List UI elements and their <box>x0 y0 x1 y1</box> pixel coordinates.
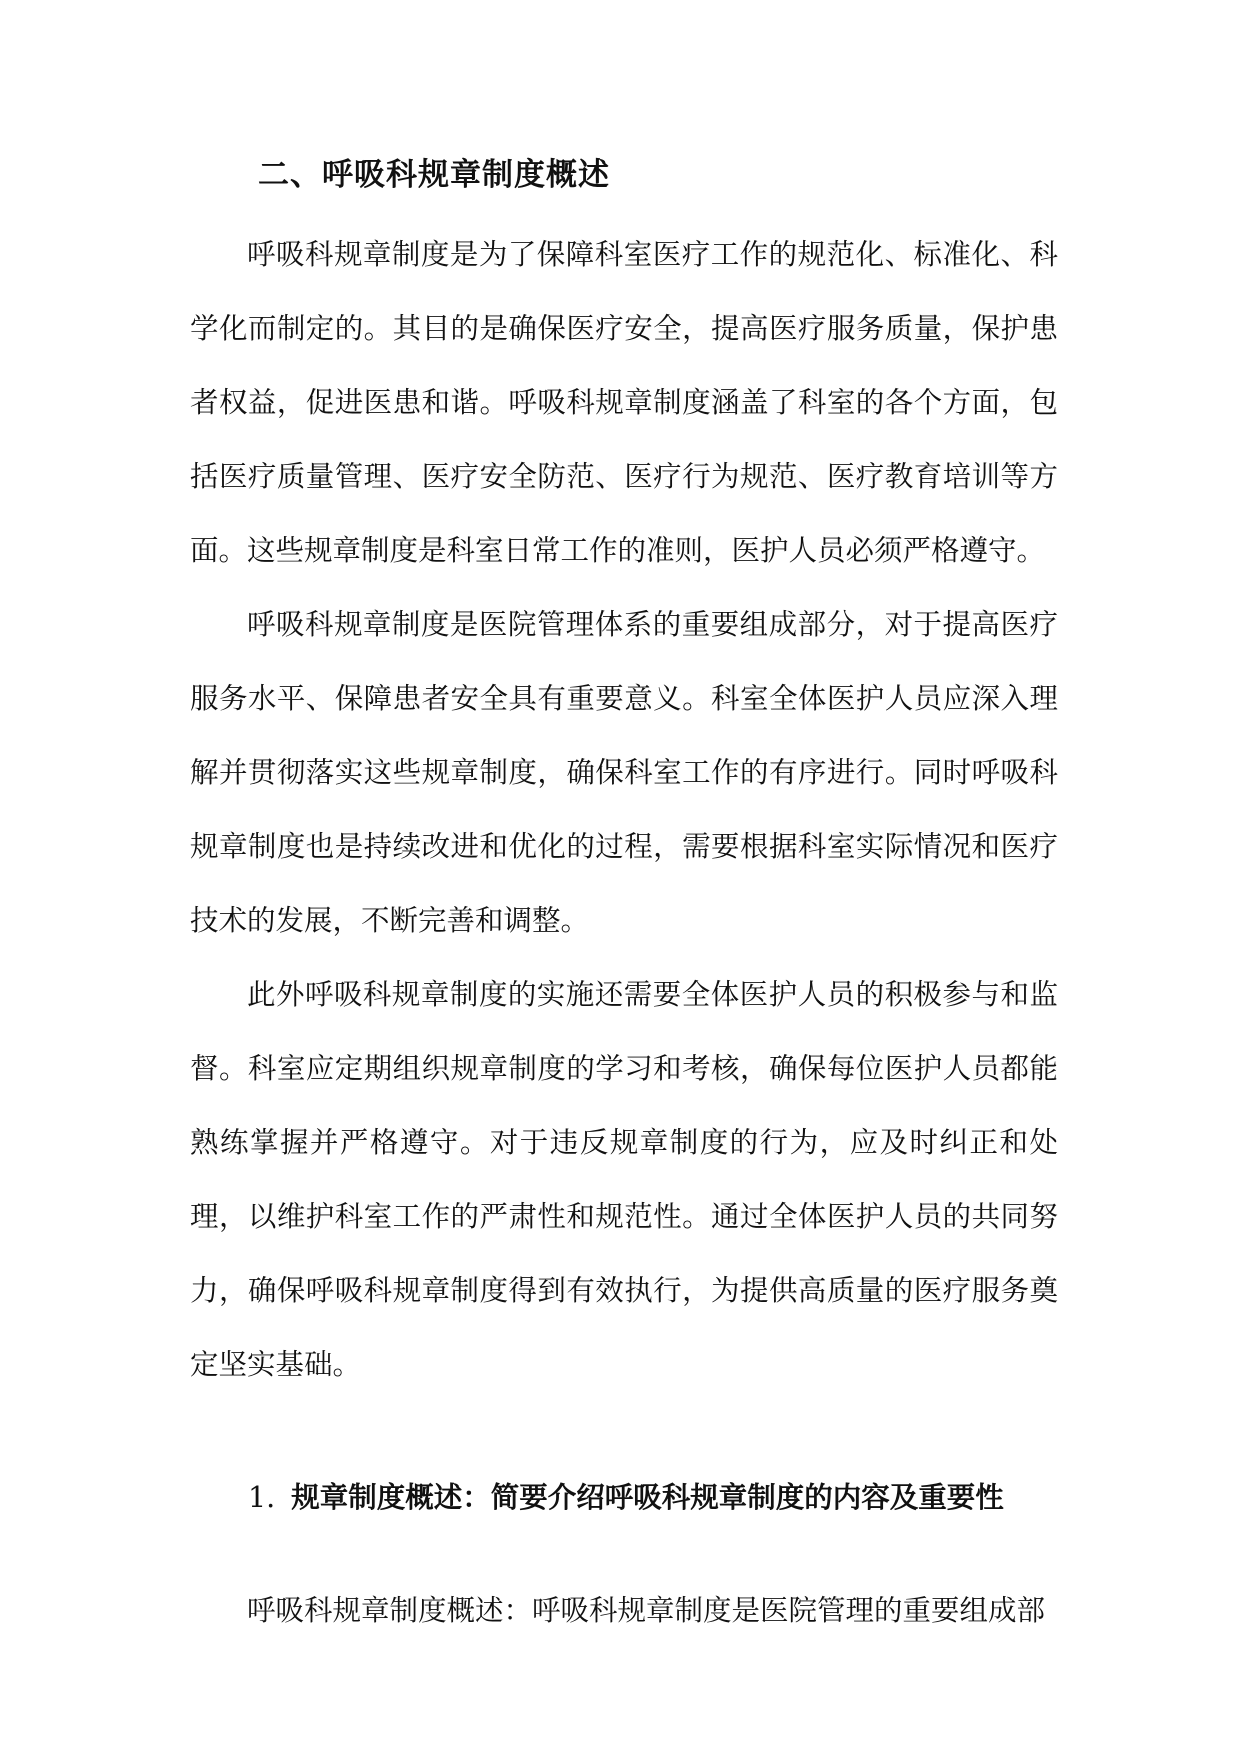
subsection-title: 规章制度概述：简要介绍呼吸科规章制度的内容及重要性 <box>291 1480 1004 1514</box>
paragraph-purpose: 呼吸科规章制度是为了保障科室医疗工作的规范化、标准化、科学化而制定的。其目的是确保医疗安全，提高医疗服务质量，保护患者权益，促进医患和谐。呼吸科规章制度涵盖了科室的各个方面，包括医疗质量管理、医疗安全防范、医疗行为规范、医疗教育培训等方面。这些规章制度是科室日常工作的准则，医护人员必须严格遵守。 <box>190 238 1058 567</box>
paragraph-importance: 呼吸科规章制度是医院管理体系的重要组成部分，对于提高医疗服务水平、保障患者安全具有重要意义。科室全体医护人员应深入理解并贯彻落实这些规章制度，确保科室工作的有序进行。同时呼吸科规章制度也是持续改进和优化的过程，需要根据科室实际情况和医疗技术的发展，不断完善和调整。 <box>190 608 1058 937</box>
section-title: 二、呼吸科规章制度概述 <box>258 157 610 193</box>
paragraph-overview: 呼吸科规章制度概述：呼吸科规章制度是医院管理的重要组成部 <box>247 1594 1046 1627</box>
paragraph-implementation: 此外呼吸科规章制度的实施还需要全体医护人员的积极参与和监督。科室应定期组织规章制度的学习和考核，确保每位医护人员都能熟练掌握并严格遵守。对于违反规章制度的行为，应及时纠正和处理，以维护科室工作的严肃性和规范性。通过全体医护人员的共同努力，确保呼吸科规章制度得到有效执行，为提供高质量的医疗服务奠定坚实基础。 <box>190 978 1058 1381</box>
subsection-number: 1. <box>248 1481 276 1514</box>
subsection-heading <box>248 1472 1004 1523</box>
